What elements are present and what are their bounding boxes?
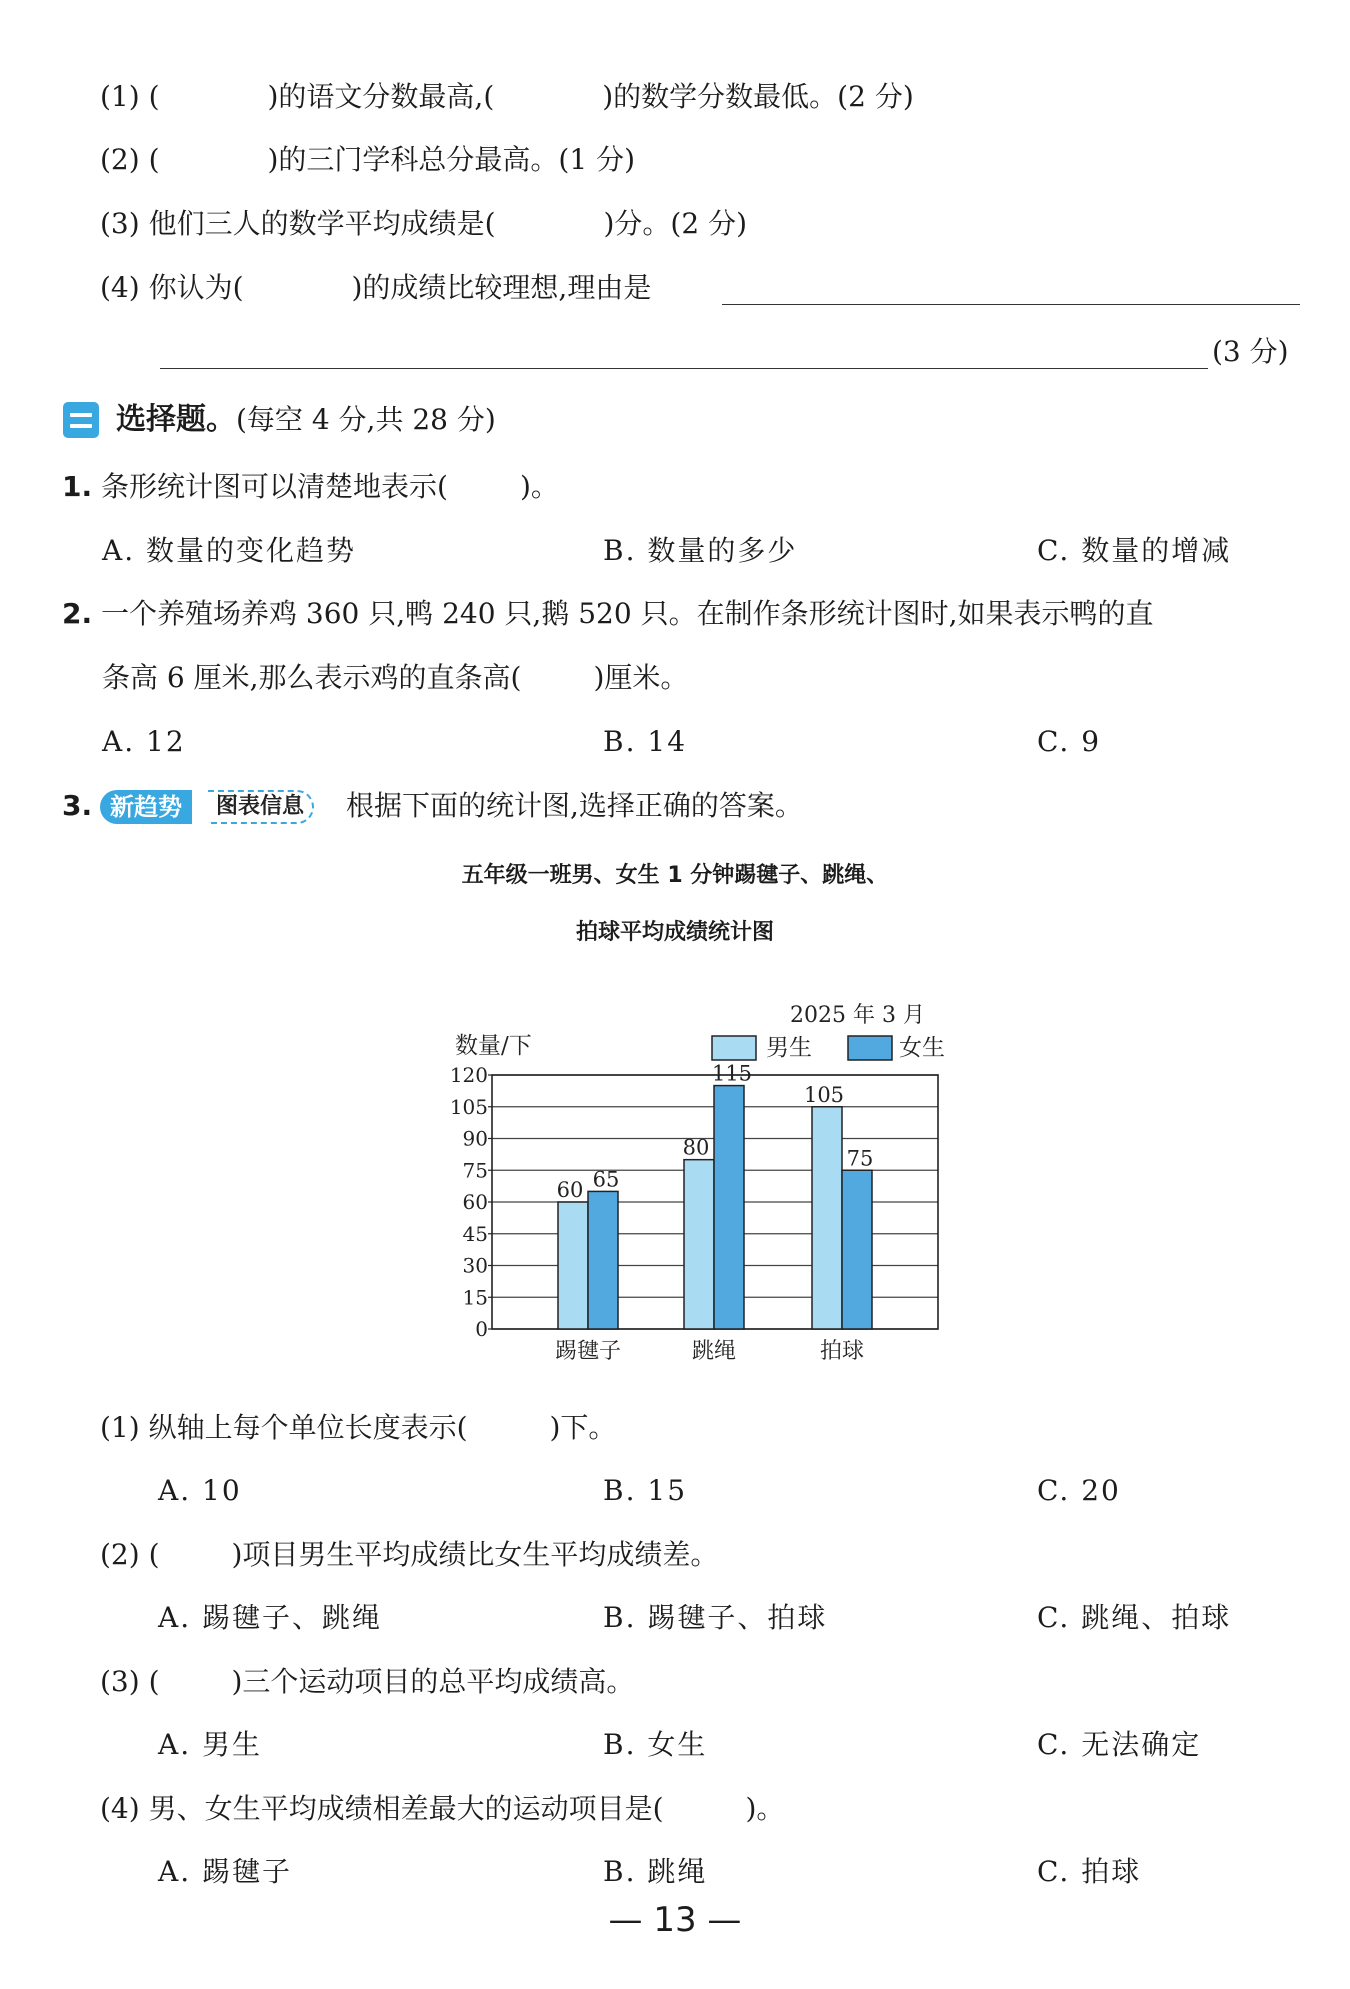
part1-q1 bbox=[100, 77, 914, 117]
q3-sub2-option-a[interactable]: A. 踢毽子、跳绳 bbox=[158, 1601, 383, 1634]
q3-sub1-pre: (1) 纵轴上每个单位长度表示( bbox=[100, 1411, 468, 1444]
question-2-option-c[interactable]: C. 9 bbox=[1037, 725, 1102, 758]
bar-boys-1 bbox=[684, 1160, 714, 1329]
question-1-text-end: )。 bbox=[519, 470, 559, 503]
new-trend-tag: 新趋势 bbox=[100, 790, 192, 824]
y-tick-label: 0 bbox=[475, 1317, 488, 1341]
q3-sub3-option-b[interactable]: B. 女生 bbox=[603, 1728, 708, 1761]
bar-value-label: 75 bbox=[846, 1146, 874, 1171]
chart-info-tag: 图表信息 bbox=[208, 790, 314, 824]
part1-q3 bbox=[100, 204, 747, 244]
bar-chart bbox=[0, 960, 1350, 1380]
y-tick-label: 120 bbox=[449, 1063, 488, 1087]
q4-points: (3 分) bbox=[1212, 335, 1289, 368]
chart-title-line2: 拍球平均成绩统计图 bbox=[575, 920, 774, 945]
q2-pre: (2) ( bbox=[100, 143, 160, 176]
bar-value-label: 105 bbox=[803, 1082, 845, 1107]
question-2-line2 bbox=[102, 658, 688, 698]
q3-sub4-post: )。 bbox=[745, 1792, 785, 1825]
part1-q2 bbox=[100, 140, 635, 180]
y-tick-label: 45 bbox=[462, 1221, 488, 1246]
q3-sub4-option-c[interactable]: C. 拍球 bbox=[1037, 1855, 1142, 1888]
question-2-option-b[interactable]: B. 14 bbox=[603, 725, 688, 758]
x-category-label: 拍球 bbox=[819, 1339, 865, 1364]
q3-pre: (3) 他们三人的数学平均成绩是( bbox=[100, 207, 496, 240]
bar-value-label: 115 bbox=[711, 1061, 753, 1086]
question-1-number: 1. bbox=[62, 470, 93, 503]
q3-sub4-option-b[interactable]: B. 跳绳 bbox=[603, 1855, 708, 1888]
section-two-header bbox=[116, 400, 496, 440]
q3-sub4-option-a[interactable]: A. 踢毽子 bbox=[158, 1855, 293, 1888]
q3-sub2-pre: (2) ( bbox=[100, 1538, 160, 1571]
q4-pre: (4) 你认为( bbox=[100, 271, 244, 304]
question-3-number: 3. bbox=[62, 789, 93, 822]
section-two-title: 选择题。 bbox=[116, 402, 236, 437]
legend-swatch-boys bbox=[712, 1036, 756, 1060]
y-tick-label: 60 bbox=[462, 1190, 488, 1214]
q3-sub2 bbox=[100, 1535, 718, 1575]
question-2-line2-pre: 条高 6 厘米,那么表示鸡的直条高( bbox=[102, 661, 522, 694]
question-1-option-c[interactable]: C. 数量的增减 bbox=[1037, 534, 1232, 567]
section-two-badge-icon bbox=[63, 402, 99, 438]
question-1-option-a[interactable]: A. 数量的变化趋势 bbox=[102, 534, 357, 567]
q3-sub1-option-c[interactable]: C. 20 bbox=[1037, 1474, 1121, 1507]
chart-date: 2025 年 3 月 bbox=[790, 1003, 925, 1028]
q3-sub4 bbox=[100, 1789, 784, 1829]
y-tick-label: 15 bbox=[462, 1285, 488, 1310]
q3-sub3-option-c[interactable]: C. 无法确定 bbox=[1037, 1728, 1202, 1761]
bar-value-label: 80 bbox=[682, 1135, 710, 1160]
chart-y-label: 数量/下 bbox=[455, 1033, 532, 1059]
q3-sub3 bbox=[100, 1662, 634, 1702]
question-1-option-b[interactable]: B. 数量的多少 bbox=[603, 534, 798, 567]
bar-girls-2 bbox=[842, 1170, 872, 1329]
question-1-text: 条形统计图可以清楚地表示( bbox=[101, 470, 448, 503]
q4-reason-line-1[interactable] bbox=[722, 304, 1300, 305]
q4-post: )的成绩比较理想,理由是 bbox=[351, 271, 652, 304]
question-3-text: 根据下面的统计图,选择正确的答案。 bbox=[346, 789, 803, 822]
y-tick-label: 90 bbox=[462, 1126, 488, 1151]
q1-mid: )的语文分数最高,( bbox=[267, 80, 495, 113]
q3-sub1-option-b[interactable]: B. 15 bbox=[603, 1474, 688, 1507]
question-1 bbox=[62, 467, 559, 507]
question-2-option-a[interactable]: A. 12 bbox=[102, 725, 186, 758]
legend-label-boys: 男生 bbox=[766, 1035, 812, 1061]
q3-sub2-post: )项目男生平均成绩比女生平均成绩差。 bbox=[231, 1538, 719, 1571]
q3-sub1-post: )下。 bbox=[549, 1411, 617, 1444]
q3-sub1 bbox=[100, 1408, 616, 1448]
legend-swatch-girls bbox=[848, 1036, 892, 1060]
y-tick-label: 105 bbox=[449, 1094, 488, 1119]
x-category-label: 跳绳 bbox=[691, 1339, 737, 1364]
q3-sub2-option-c[interactable]: C. 跳绳、拍球 bbox=[1037, 1601, 1232, 1634]
part1-q4 bbox=[100, 268, 651, 308]
bar-boys-2 bbox=[812, 1107, 842, 1329]
bar-value-label: 65 bbox=[592, 1167, 620, 1192]
chart-bars bbox=[557, 1062, 874, 1329]
y-tick-label: 75 bbox=[462, 1158, 488, 1183]
bar-boys-0 bbox=[558, 1202, 588, 1329]
bar-girls-1 bbox=[714, 1086, 744, 1329]
q3-sub3-post: )三个运动项目的总平均成绩高。 bbox=[231, 1665, 635, 1698]
q3-sub1-option-a[interactable]: A. 10 bbox=[158, 1474, 242, 1507]
q3-post: )分。(2 分) bbox=[603, 207, 747, 240]
q3-sub4-pre: (4) 男、女生平均成绩相差最大的运动项目是( bbox=[100, 1792, 664, 1825]
q4-reason-line-2[interactable] bbox=[160, 368, 1208, 369]
question-2 bbox=[62, 594, 1153, 634]
legend-label-girls: 女生 bbox=[899, 1035, 945, 1061]
q2-post: )的三门学科总分最高。(1 分) bbox=[267, 143, 635, 176]
question-2-line1: 一个养殖场养鸡 360 只,鸭 240 只,鹅 520 只。在制作条形统计图时,如果表示鸭的直 bbox=[101, 597, 1154, 630]
q3-sub3-pre: (3) ( bbox=[100, 1665, 160, 1698]
q1-pre: (1) ( bbox=[100, 80, 160, 113]
bar-girls-0 bbox=[588, 1191, 618, 1329]
page-number: — 13 — bbox=[608, 1900, 742, 1940]
q3-sub2-option-b[interactable]: B. 踢毽子、拍球 bbox=[603, 1601, 828, 1634]
bar-value-label: 60 bbox=[556, 1178, 584, 1202]
chart-x-categories bbox=[555, 1339, 864, 1364]
q3-sub3-option-a[interactable]: A. 男生 bbox=[158, 1728, 263, 1761]
chart-title-line1: 五年级一班男、女生 1 分钟踢毽子、跳绳、 bbox=[461, 863, 889, 888]
chart-y-ticks bbox=[450, 1063, 492, 1341]
question-2-number: 2. bbox=[62, 597, 93, 630]
y-tick-label: 30 bbox=[462, 1253, 488, 1278]
question-2-line2-post: )厘米。 bbox=[593, 661, 689, 694]
q1-post: )的数学分数最低。(2 分) bbox=[602, 80, 914, 113]
section-two-note: (每空 4 分,共 28 分) bbox=[236, 403, 496, 436]
x-category-label: 踢毽子 bbox=[554, 1339, 622, 1364]
